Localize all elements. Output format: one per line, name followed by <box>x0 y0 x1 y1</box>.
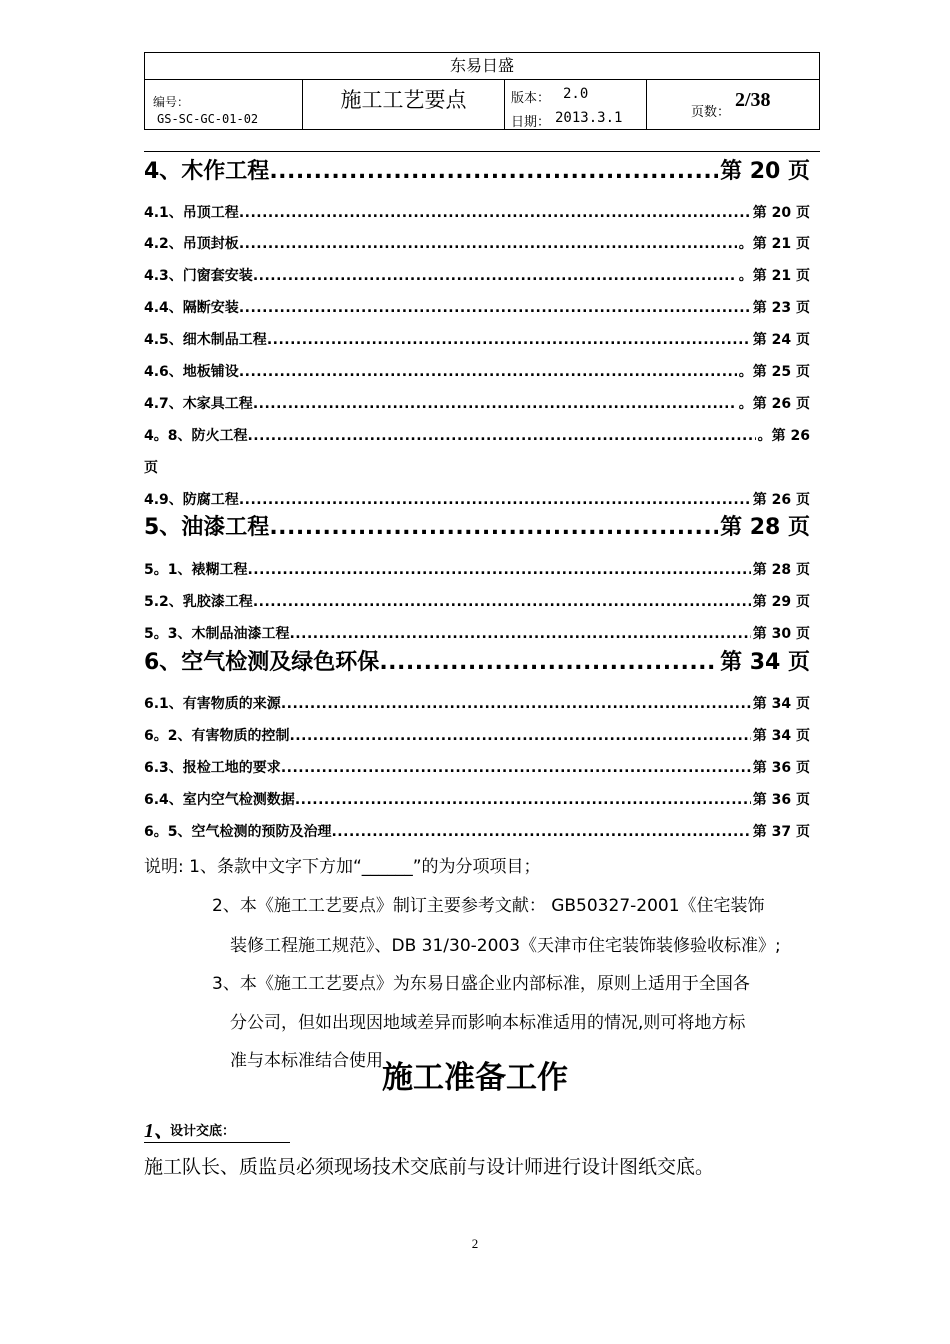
note-2-line-2: 装修工程施工规范》、DB 31/30-2003《天津市住宅装饰装修验收标准》; <box>230 936 781 956</box>
toc-entry[interactable]: 6.3、报检工地的要求 ..... 第 36 页 <box>144 757 810 777</box>
toc-entry[interactable]: 4.2、吊顶封板 ..... 。第 21 页 <box>144 233 810 253</box>
page-number: 2 <box>471 1236 479 1251</box>
company-name: 东易日盛 <box>145 53 819 80</box>
toc-entry[interactable]: 5、油漆工程 ..... 第 28 页 <box>144 510 810 541</box>
header-divider <box>144 151 820 152</box>
toc-entry[interactable]: 4.9、防腐工程 ..... 第 26 页 <box>144 489 810 509</box>
toc-entry[interactable]: 5。1、裱糊工程 ..... 第 28 页 <box>144 559 810 579</box>
code-label: 编号： <box>153 95 190 109</box>
toc-entry[interactable]: 4.4、隔断安装 ..... 第 23 页 <box>144 297 810 317</box>
toc-entry[interactable]: 6。2、有害物质的控制 ..... 第 34 页 <box>144 725 810 745</box>
toc-entry[interactable]: 5。3、木制品油漆工程 ..... 第 30 页 <box>144 623 810 643</box>
toc-entry[interactable]: 6。5、空气检测的预防及治理 ..... 第 37 页 <box>144 821 810 841</box>
document-title: 施工工艺要点 <box>340 88 467 112</box>
toc-entry[interactable]: 4。8、防火工程 ..... 。第 26 <box>144 425 810 445</box>
version-cell <box>505 79 647 129</box>
note-1: 说明: 1、条款中文字下方加“______”的为分项项目； <box>144 857 541 877</box>
section-item-underline <box>144 1142 290 1143</box>
code-cell <box>145 79 303 129</box>
date-value: 2013.3.1 <box>555 110 623 126</box>
section-heading: 施工准备工作 <box>382 1060 568 1096</box>
toc-entry[interactable]: 4.3、门窗套安装 ..... 。第 21 页 <box>144 265 810 285</box>
note-3-line-3: 准与本标准结合使用 <box>230 1051 383 1071</box>
toc-entry[interactable]: 6、空气检测及绿色环保 ..... 第 34 页 <box>144 645 810 676</box>
date-label: 日期： <box>511 115 551 130</box>
note-3-line-2: 分公司，但如出现因地域差异而影响本标准适用的情况,则可将地方标 <box>230 1013 746 1033</box>
toc-entry[interactable]: 4.7、木家具工程 ..... 。第 26 页 <box>144 393 810 413</box>
pages-value: 2/38 <box>735 89 771 111</box>
toc-entry[interactable]: 4、木作工程 ..... 第 20 页 <box>144 154 810 185</box>
note-2-line-1: 2、本《施工工艺要点》制订主要参考文献： GB50327-2001《住宅装饰 <box>212 896 765 916</box>
section-item-label: 设计交底： <box>170 1124 236 1139</box>
toc-entry[interactable]: 4.6、地板铺设 ..... 。第 25 页 <box>144 361 810 381</box>
toc-entry[interactable]: 4.5、细木制品工程 ..... 第 24 页 <box>144 329 810 349</box>
version-label: 版本： <box>511 91 551 106</box>
document-header <box>144 52 820 130</box>
section-body-text: 施工队长、质监员必须现场技术交底前与设计师进行设计图纸交底。 <box>144 1156 715 1178</box>
toc-entry[interactable]: 6.1、有害物质的来源 ..... 第 34 页 <box>144 693 810 713</box>
pages-label: 页数： <box>691 105 731 120</box>
document-code: GS-SC-GC-01-02 <box>157 112 259 126</box>
pages-cell <box>647 79 819 129</box>
title-cell <box>303 79 505 129</box>
section-item-number: 1、 <box>144 1120 174 1142</box>
toc-entry[interactable]: 6.4、室内空气检测数据 ..... 第 36 页 <box>144 789 810 809</box>
note-3-line-1: 3、本《施工工艺要点》为东易日盛企业内部标准，原则上适用于全国各 <box>212 974 750 994</box>
toc-entry[interactable]: 5.2、乳胶漆工程 ..... 第 29 页 <box>144 591 810 611</box>
toc-entry[interactable]: 4.1、吊顶工程 ..... 第 20 页 <box>144 202 810 222</box>
toc-entry-wrap: 页 <box>144 460 158 476</box>
version-value: 2.0 <box>563 86 589 102</box>
